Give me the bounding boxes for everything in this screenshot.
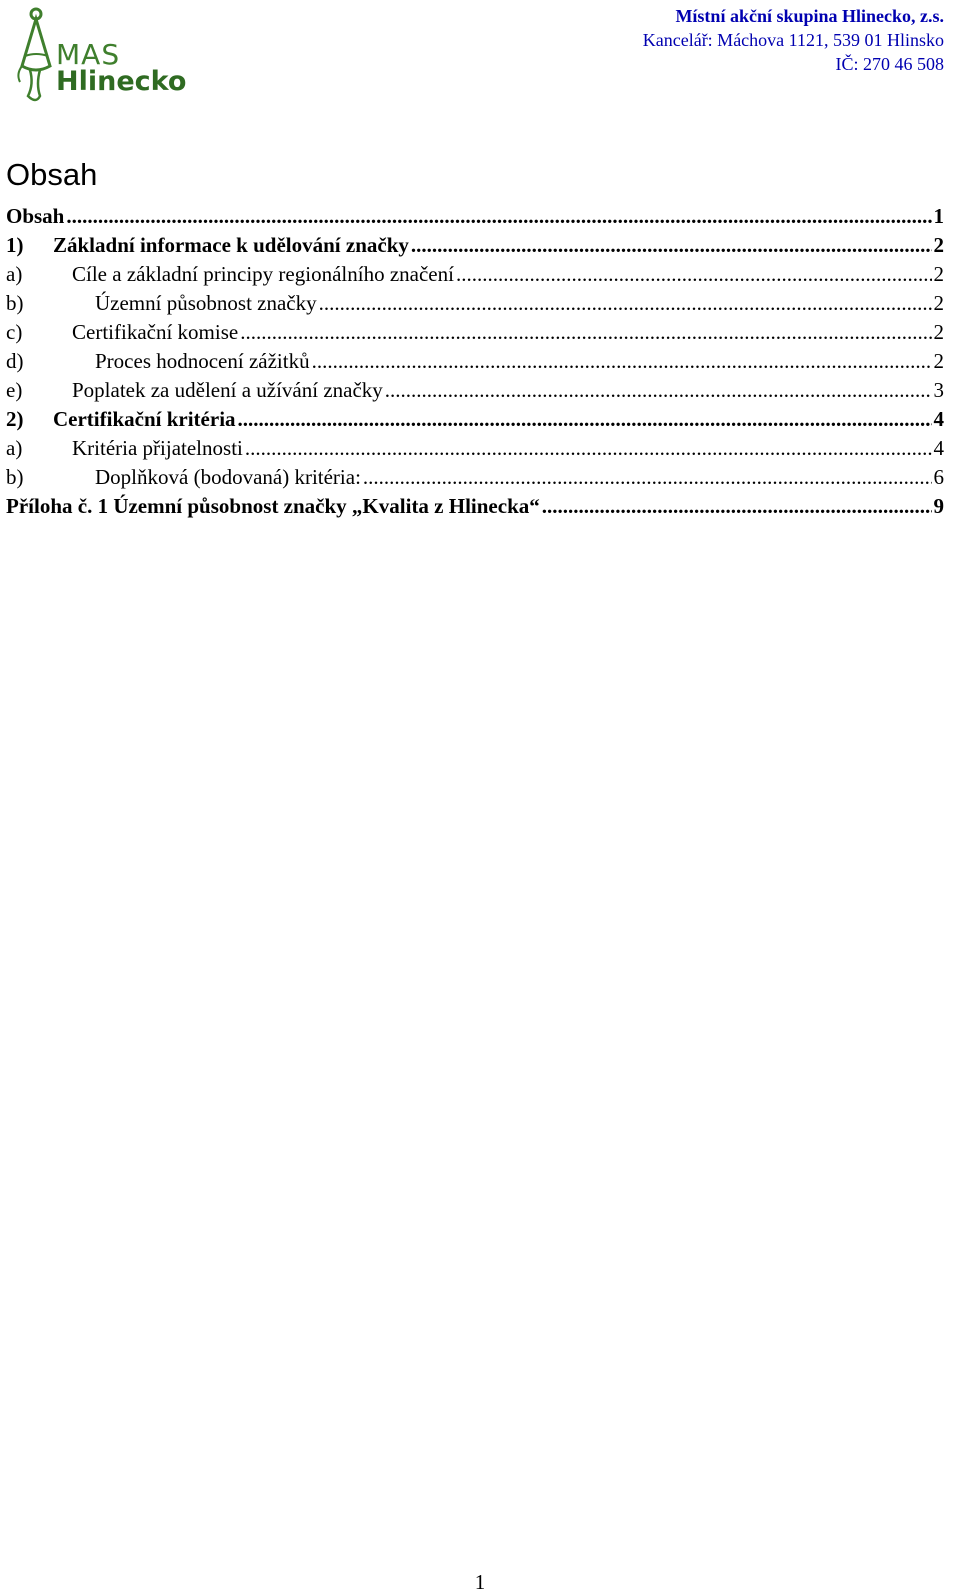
toc-leader-dots <box>238 405 932 434</box>
toc-entry-page: 4 <box>933 407 944 431</box>
org-office: Kancelář: Máchova 1121, 539 01 Hlinsko <box>642 30 944 50</box>
toc-entry-page: 2 <box>933 233 944 257</box>
toc-entry-number: 2) <box>6 407 24 431</box>
toc-entry-label: Příloha č. 1 Územní působnost značky „Kvalita z Hlinecka“ <box>6 494 540 518</box>
toc-entry-2b[interactable] <box>6 463 944 492</box>
logo-text-name: Hlinecko <box>56 66 187 97</box>
toc-entry-page: 6 <box>933 465 944 489</box>
toc-entry-label: Kritéria přijatelnosti <box>72 436 243 460</box>
toc-entry-label: Certifikační komise <box>72 320 239 344</box>
toc-leader-dots <box>456 260 932 289</box>
toc-leader-dots <box>312 347 932 376</box>
toc-leader-dots <box>245 434 932 463</box>
toc-entry-page: 9 <box>933 494 944 518</box>
toc-entry-1d[interactable] <box>6 347 944 376</box>
toc-leader-dots <box>385 376 932 405</box>
toc-leader-dots <box>411 231 932 260</box>
org-info <box>643 4 944 76</box>
toc-entry-1c[interactable] <box>6 318 944 347</box>
page-header <box>0 0 960 130</box>
page-number: 1 <box>474 1570 486 1594</box>
toc-entry-1b[interactable] <box>6 289 944 318</box>
toc-entry-page: 2 <box>933 320 944 344</box>
toc-entry-label: Doplňková (bodovaná) kritéria: <box>95 465 361 489</box>
toc-entry-2a[interactable] <box>6 434 944 463</box>
toc-title: Obsah <box>6 157 98 192</box>
table-of-contents <box>6 202 944 521</box>
toc-entry-label: Základní informace k udělování značky <box>53 233 409 257</box>
toc-entry-appendix-1[interactable] <box>6 492 944 521</box>
toc-leader-dots <box>542 492 932 521</box>
logo-text-mas: MAS <box>56 38 121 71</box>
toc-entry-page: 4 <box>933 436 944 460</box>
toc-entry-page: 2 <box>933 262 944 286</box>
toc-entry-label: Cíle a základní principy regionálního značení <box>72 262 454 286</box>
org-name: Místní akční skupina Hlinecko, z.s. <box>675 6 944 26</box>
toc-entry-section-1[interactable] <box>6 231 944 260</box>
toc-entry-label: Územní působnost značky <box>95 291 317 315</box>
toc-entry-label: Obsah <box>6 204 65 228</box>
toc-entry-page: 3 <box>933 378 944 402</box>
toc-entry-label: Certifikační kritéria <box>53 407 236 431</box>
toc-leader-dots <box>66 202 931 231</box>
mas-hlinecko-logo <box>10 4 215 122</box>
toc-entry-number: e) <box>6 378 23 402</box>
toc-leader-dots <box>363 463 932 492</box>
toc-entry-number: d) <box>6 349 24 373</box>
toc-leader-dots <box>319 289 932 318</box>
toc-entry-page: 1 <box>933 204 944 228</box>
toc-entry-number: b) <box>6 465 24 489</box>
toc-entry-1e[interactable] <box>6 376 944 405</box>
toc-entry-page: 2 <box>933 349 944 373</box>
toc-entry-label: Poplatek za udělení a užívání značky <box>72 378 383 402</box>
toc-entry-number: b) <box>6 291 24 315</box>
toc-entry-1a[interactable] <box>6 260 944 289</box>
toc-entry-label: Proces hodnocení zážitků <box>95 349 310 373</box>
org-id: IČ: 270 46 508 <box>835 54 944 74</box>
toc-entry-number: c) <box>6 320 23 344</box>
toc-entry-number: 1) <box>6 233 24 257</box>
toc-entry-section-2[interactable] <box>6 405 944 434</box>
toc-entry-number: a) <box>6 262 23 286</box>
toc-entry-obsah[interactable] <box>6 202 944 231</box>
toc-entry-number: a) <box>6 436 23 460</box>
toc-leader-dots <box>240 318 931 347</box>
toc-entry-page: 2 <box>933 291 944 315</box>
